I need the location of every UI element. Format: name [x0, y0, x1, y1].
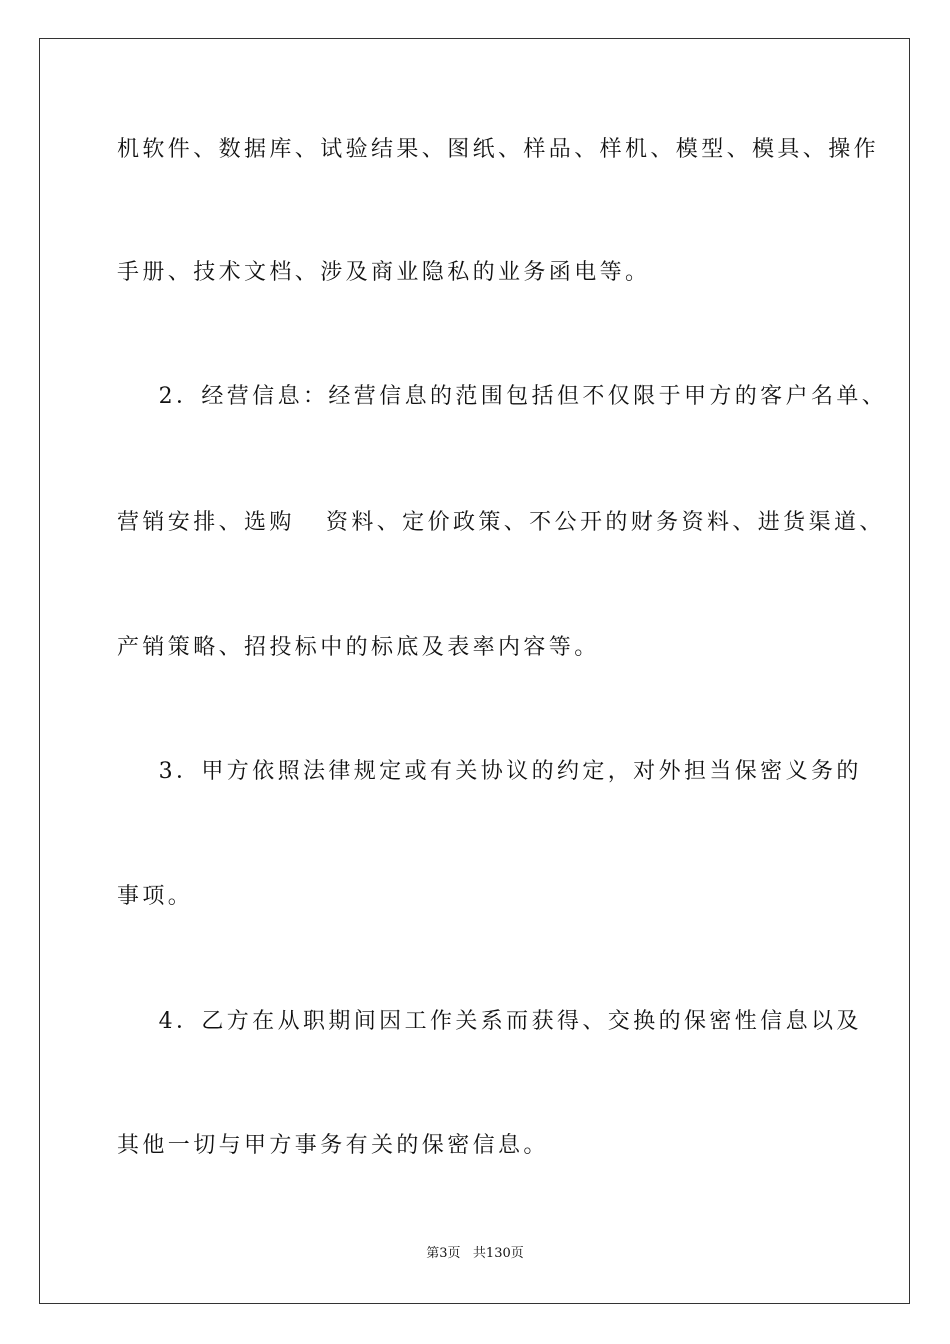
text-line-4: 营销安排、选购 资料、定价政策、不公开的财务资料、进货渠道、	[117, 510, 885, 535]
text-line-2: 手册、技术文档、涉及商业隐私的业务函电等。	[117, 260, 651, 285]
text-line-1: 机软件、数据库、试验结果、图纸、样品、样机、模型、模具、操作	[117, 137, 880, 162]
text-line-5: 产销策略、招投标中的标底及表率内容等。	[117, 635, 600, 660]
page-number-footer: 第3页 共130页	[426, 1246, 524, 1261]
text-line-8: 4．乙方在从职期间因工作关系而获得、交换的保密性信息以及	[117, 1009, 862, 1034]
text-line-7: 事项。	[117, 884, 194, 909]
text-line-6: 3．甲方依照法律规定或有关协议的约定，对外担当保密义务的	[117, 759, 862, 784]
page-frame	[39, 38, 910, 1304]
text-line-3: 2．经营信息：经营信息的范围包括但不仅限于甲方的客户名单、	[117, 384, 888, 409]
text-line-9: 其他一切与甲方事务有关的保密信息。	[117, 1133, 549, 1158]
